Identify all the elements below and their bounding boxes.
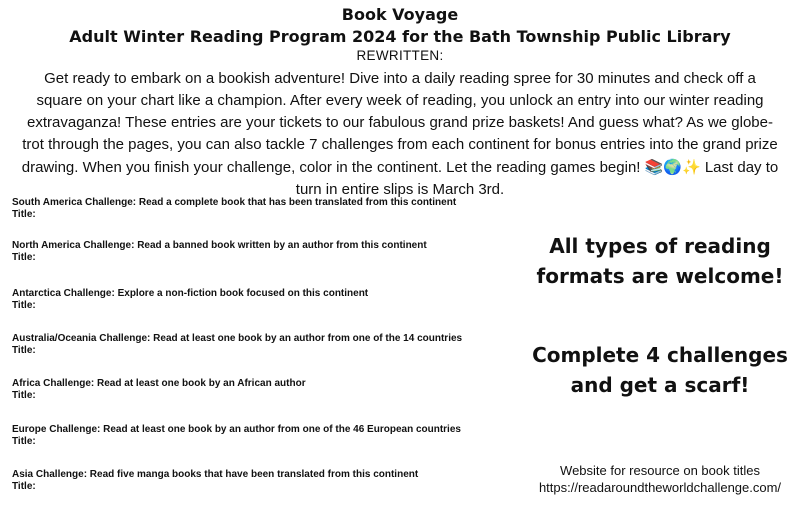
challenge-north-america <box>12 240 532 264</box>
page-title: Book Voyage <box>341 5 459 24</box>
website-label: Website for resource on book titles <box>560 463 760 478</box>
challenge-label: Africa Challenge: Read at least one book by an African author <box>12 378 306 389</box>
challenge-label: Australia/Oceania Challenge: Read at least one book by an author from one of the 14 countries <box>12 333 463 344</box>
books-globe-sparkles-icon: 📚🌍✨ <box>644 158 701 176</box>
challenge-title-field: Title: <box>12 481 36 492</box>
challenge-label: Antarctica Challenge: Explore a non-fiction book focused on this continent <box>12 288 369 299</box>
formats-callout-line1: All types of reading <box>549 234 771 258</box>
rewritten-label: REWRITTEN: <box>356 48 444 63</box>
challenge-africa <box>12 378 532 402</box>
header <box>0 4 800 64</box>
challenge-title-field: Title: <box>12 390 36 401</box>
challenge-label: North America Challenge: Read a banned book written by an author from this continent <box>12 240 427 251</box>
scarf-callout-line1: Complete 4 challenges <box>532 343 788 367</box>
challenge-title-field: Title: <box>12 209 36 220</box>
challenge-australia-oceania <box>12 333 532 357</box>
challenge-label: South America Challenge: Read a complete book that has been translated from this continent <box>12 197 457 208</box>
formats-callout <box>510 231 800 291</box>
challenge-antarctica <box>12 288 532 312</box>
intro-paragraph <box>20 68 780 201</box>
challenge-asia <box>12 469 532 493</box>
page-subtitle: Adult Winter Reading Program 2024 for the Bath Township Public Library <box>69 27 731 46</box>
challenge-title-field: Title: <box>12 252 36 263</box>
scarf-callout-line2: and get a scarf! <box>570 373 750 397</box>
deadline-text: Last day to turn in entire slips is March 3rd. <box>295 159 779 198</box>
website-url[interactable]: https://readaroundtheworldchallenge.com/ <box>538 480 782 495</box>
intro-text: Get ready to embark on a bookish adventure! Dive into a daily reading spree for 30 minutes and check off a square on your chart like a champion. After every week of reading, you unlock an entry into our winter reading extravaganza! These entries are your tickets to our fabulous grand prize baskets! And guess what? As we globe-trot through the pages, you can also tackle 7 challenges from each continent for bonus entries into the grand prize drawing. When you finish your challenge, color in the continent. Let the reading games begin! <box>21 70 778 176</box>
website-resource <box>510 462 800 496</box>
challenge-south-america <box>12 197 532 221</box>
scarf-callout <box>510 340 800 400</box>
challenge-label: Asia Challenge: Read five manga books that have been translated from this continent <box>12 469 419 480</box>
challenge-title-field: Title: <box>12 345 36 356</box>
challenge-title-field: Title: <box>12 300 36 311</box>
challenge-europe <box>12 424 532 448</box>
challenge-label: Europe Challenge: Read at least one book by an author from one of the 46 European countries <box>12 424 461 435</box>
formats-callout-line2: formats are welcome! <box>536 264 784 288</box>
challenge-title-field: Title: <box>12 436 36 447</box>
